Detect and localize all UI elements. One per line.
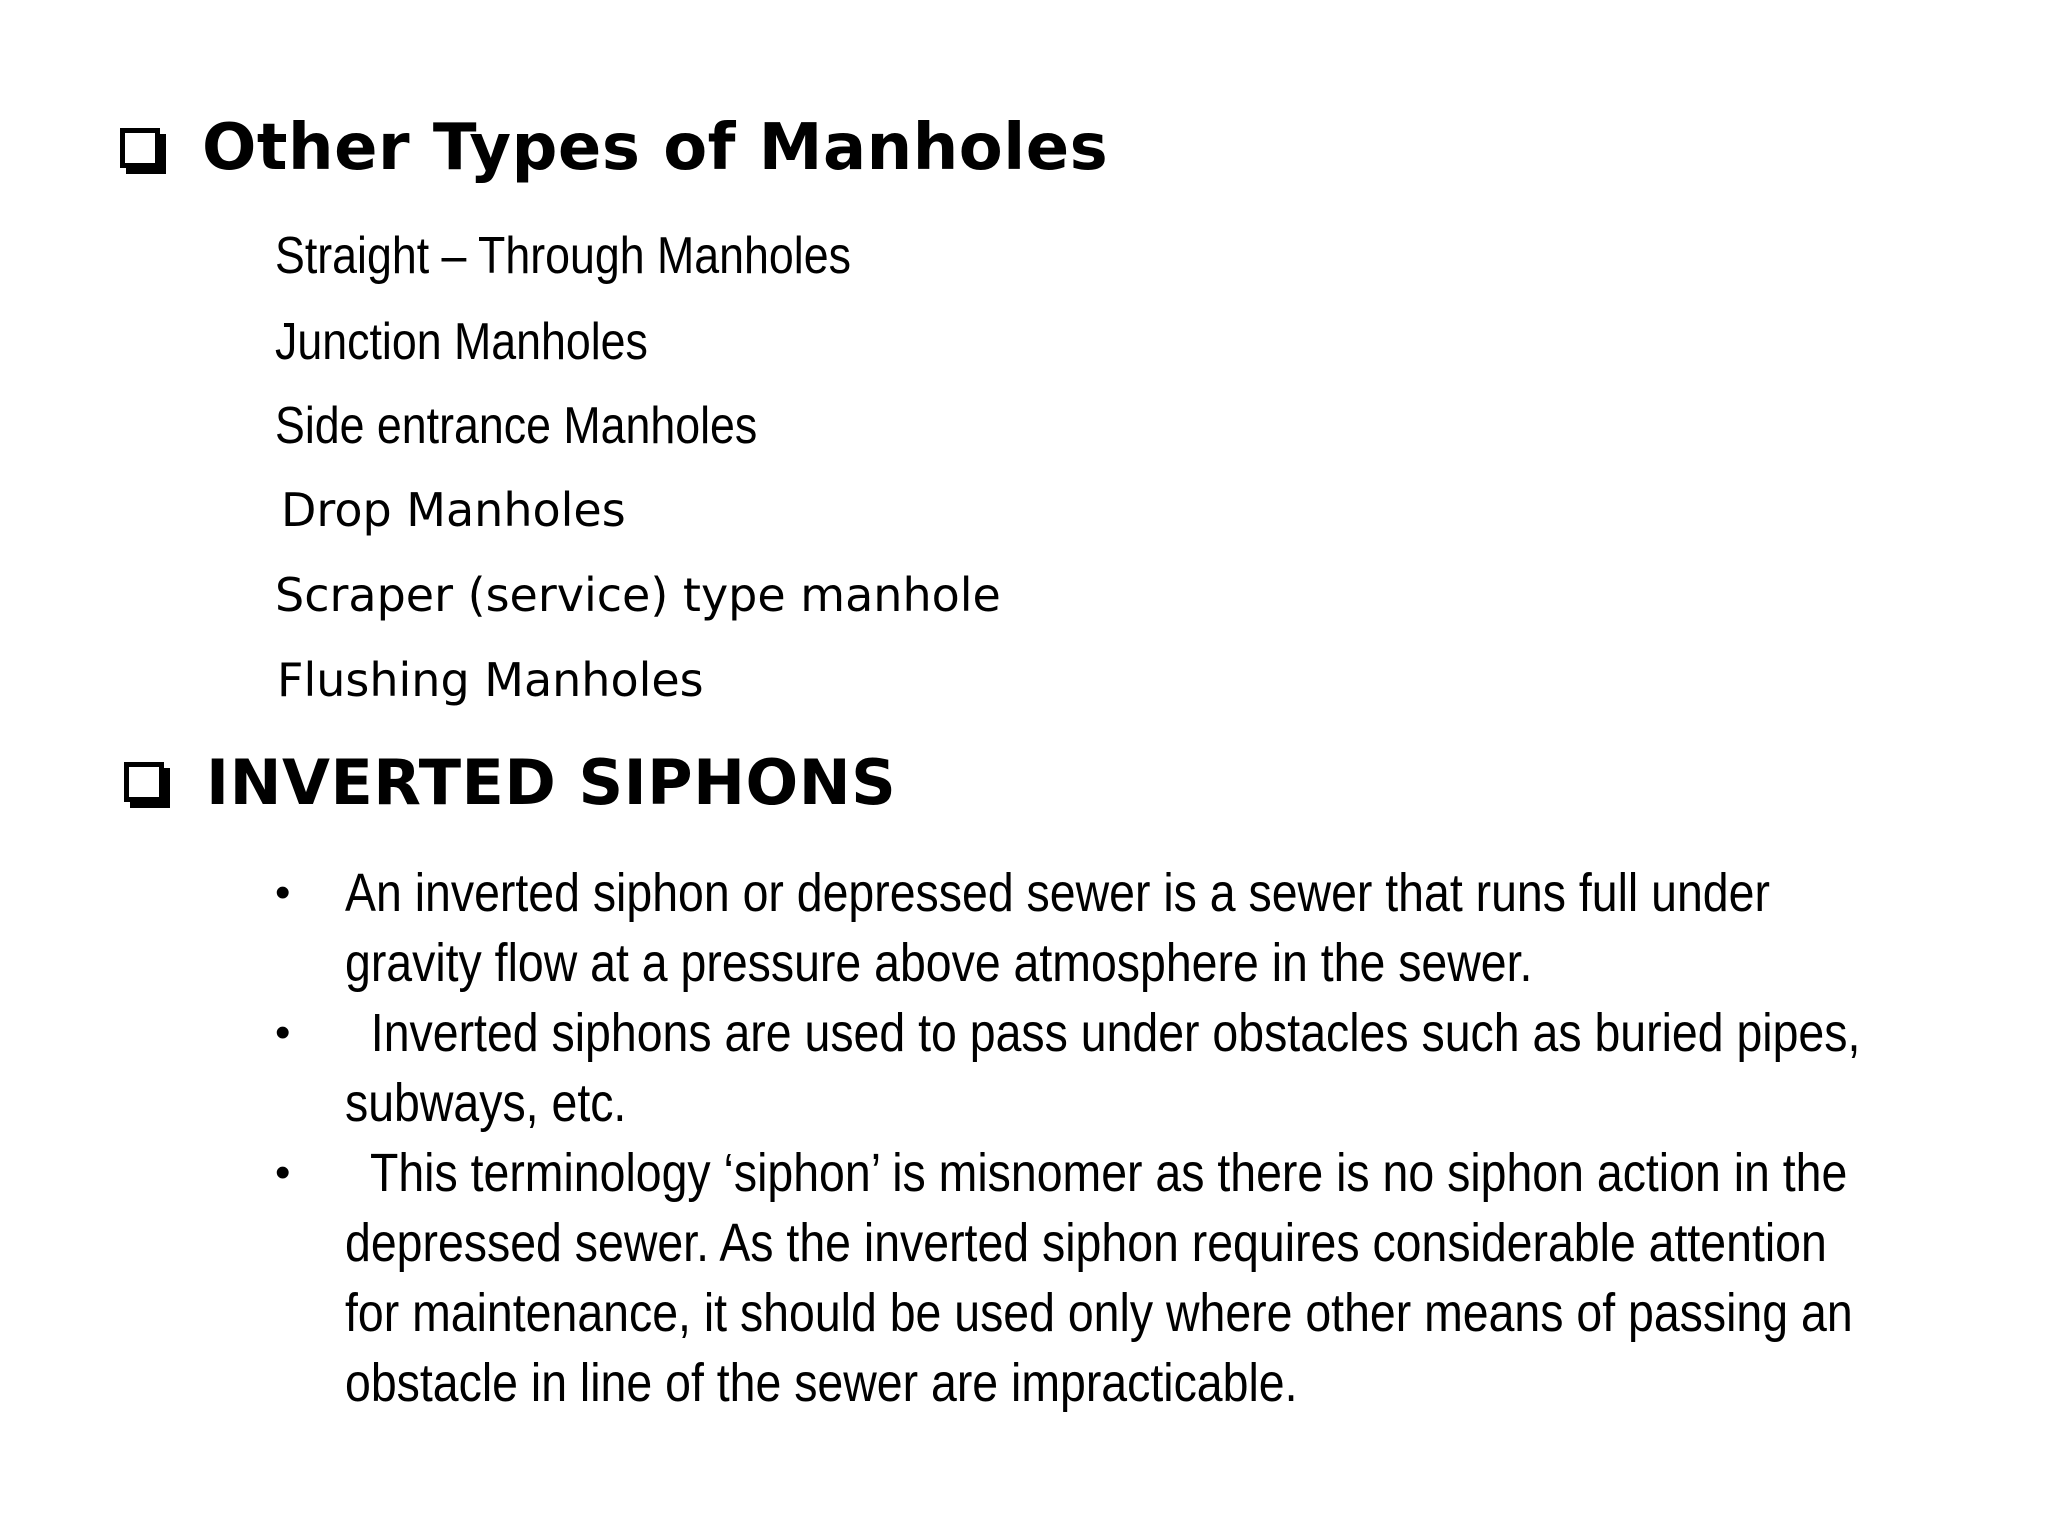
section-heading-manholes: [120, 112, 1108, 184]
list-item: Side entrance Manholes: [275, 397, 758, 455]
bullet-line: subways, etc.: [345, 1073, 627, 1133]
list-item: Flushing Manholes: [277, 653, 704, 707]
section-title: Other Types of Manholes: [202, 111, 1109, 185]
bullet-line: for maintenance, it should be used only where other means of passing an: [345, 1283, 1853, 1343]
checkbox-bullet-icon: [120, 128, 160, 168]
list-item: Scraper (service) type manhole: [275, 568, 1001, 622]
bullet-line: obstacle in line of the sewer are impracticable.: [345, 1353, 1298, 1413]
list-item: Junction Manholes: [275, 313, 648, 371]
section-title: INVERTED SIPHONS: [206, 745, 897, 819]
checkbox-bullet-icon: [124, 762, 164, 802]
bullet-line: Inverted siphons are used to pass under obstacles such as buried pipes,: [345, 1003, 1861, 1063]
bullet-item: [275, 1138, 1915, 1418]
bullet-text: [345, 998, 1860, 1138]
bullet-line: This terminology ‘siphon’ is misnomer as there is no siphon action in the: [345, 1143, 1848, 1203]
bullet-line: An inverted siphon or depressed sewer is a sewer that runs full under: [345, 863, 1770, 923]
bullet-text: [345, 1138, 1853, 1418]
bullet-item: [275, 998, 1915, 1138]
section-heading-inverted-siphons: [124, 746, 896, 818]
bullet-line: gravity flow at a pressure above atmosphere in the sewer.: [345, 933, 1533, 993]
list-item: Straight – Through Manholes: [275, 227, 851, 285]
inverted-siphons-bullets: [275, 858, 1915, 1418]
bullet-marker: •: [275, 1148, 291, 1197]
bullet-item: [275, 858, 1915, 998]
bullet-text: [345, 858, 1770, 998]
bullet-marker: •: [275, 1008, 291, 1057]
bullet-line: depressed sewer. As the inverted siphon requires considerable attention: [345, 1213, 1827, 1273]
list-item: Drop Manholes: [281, 483, 626, 537]
bullet-marker: •: [275, 868, 291, 917]
